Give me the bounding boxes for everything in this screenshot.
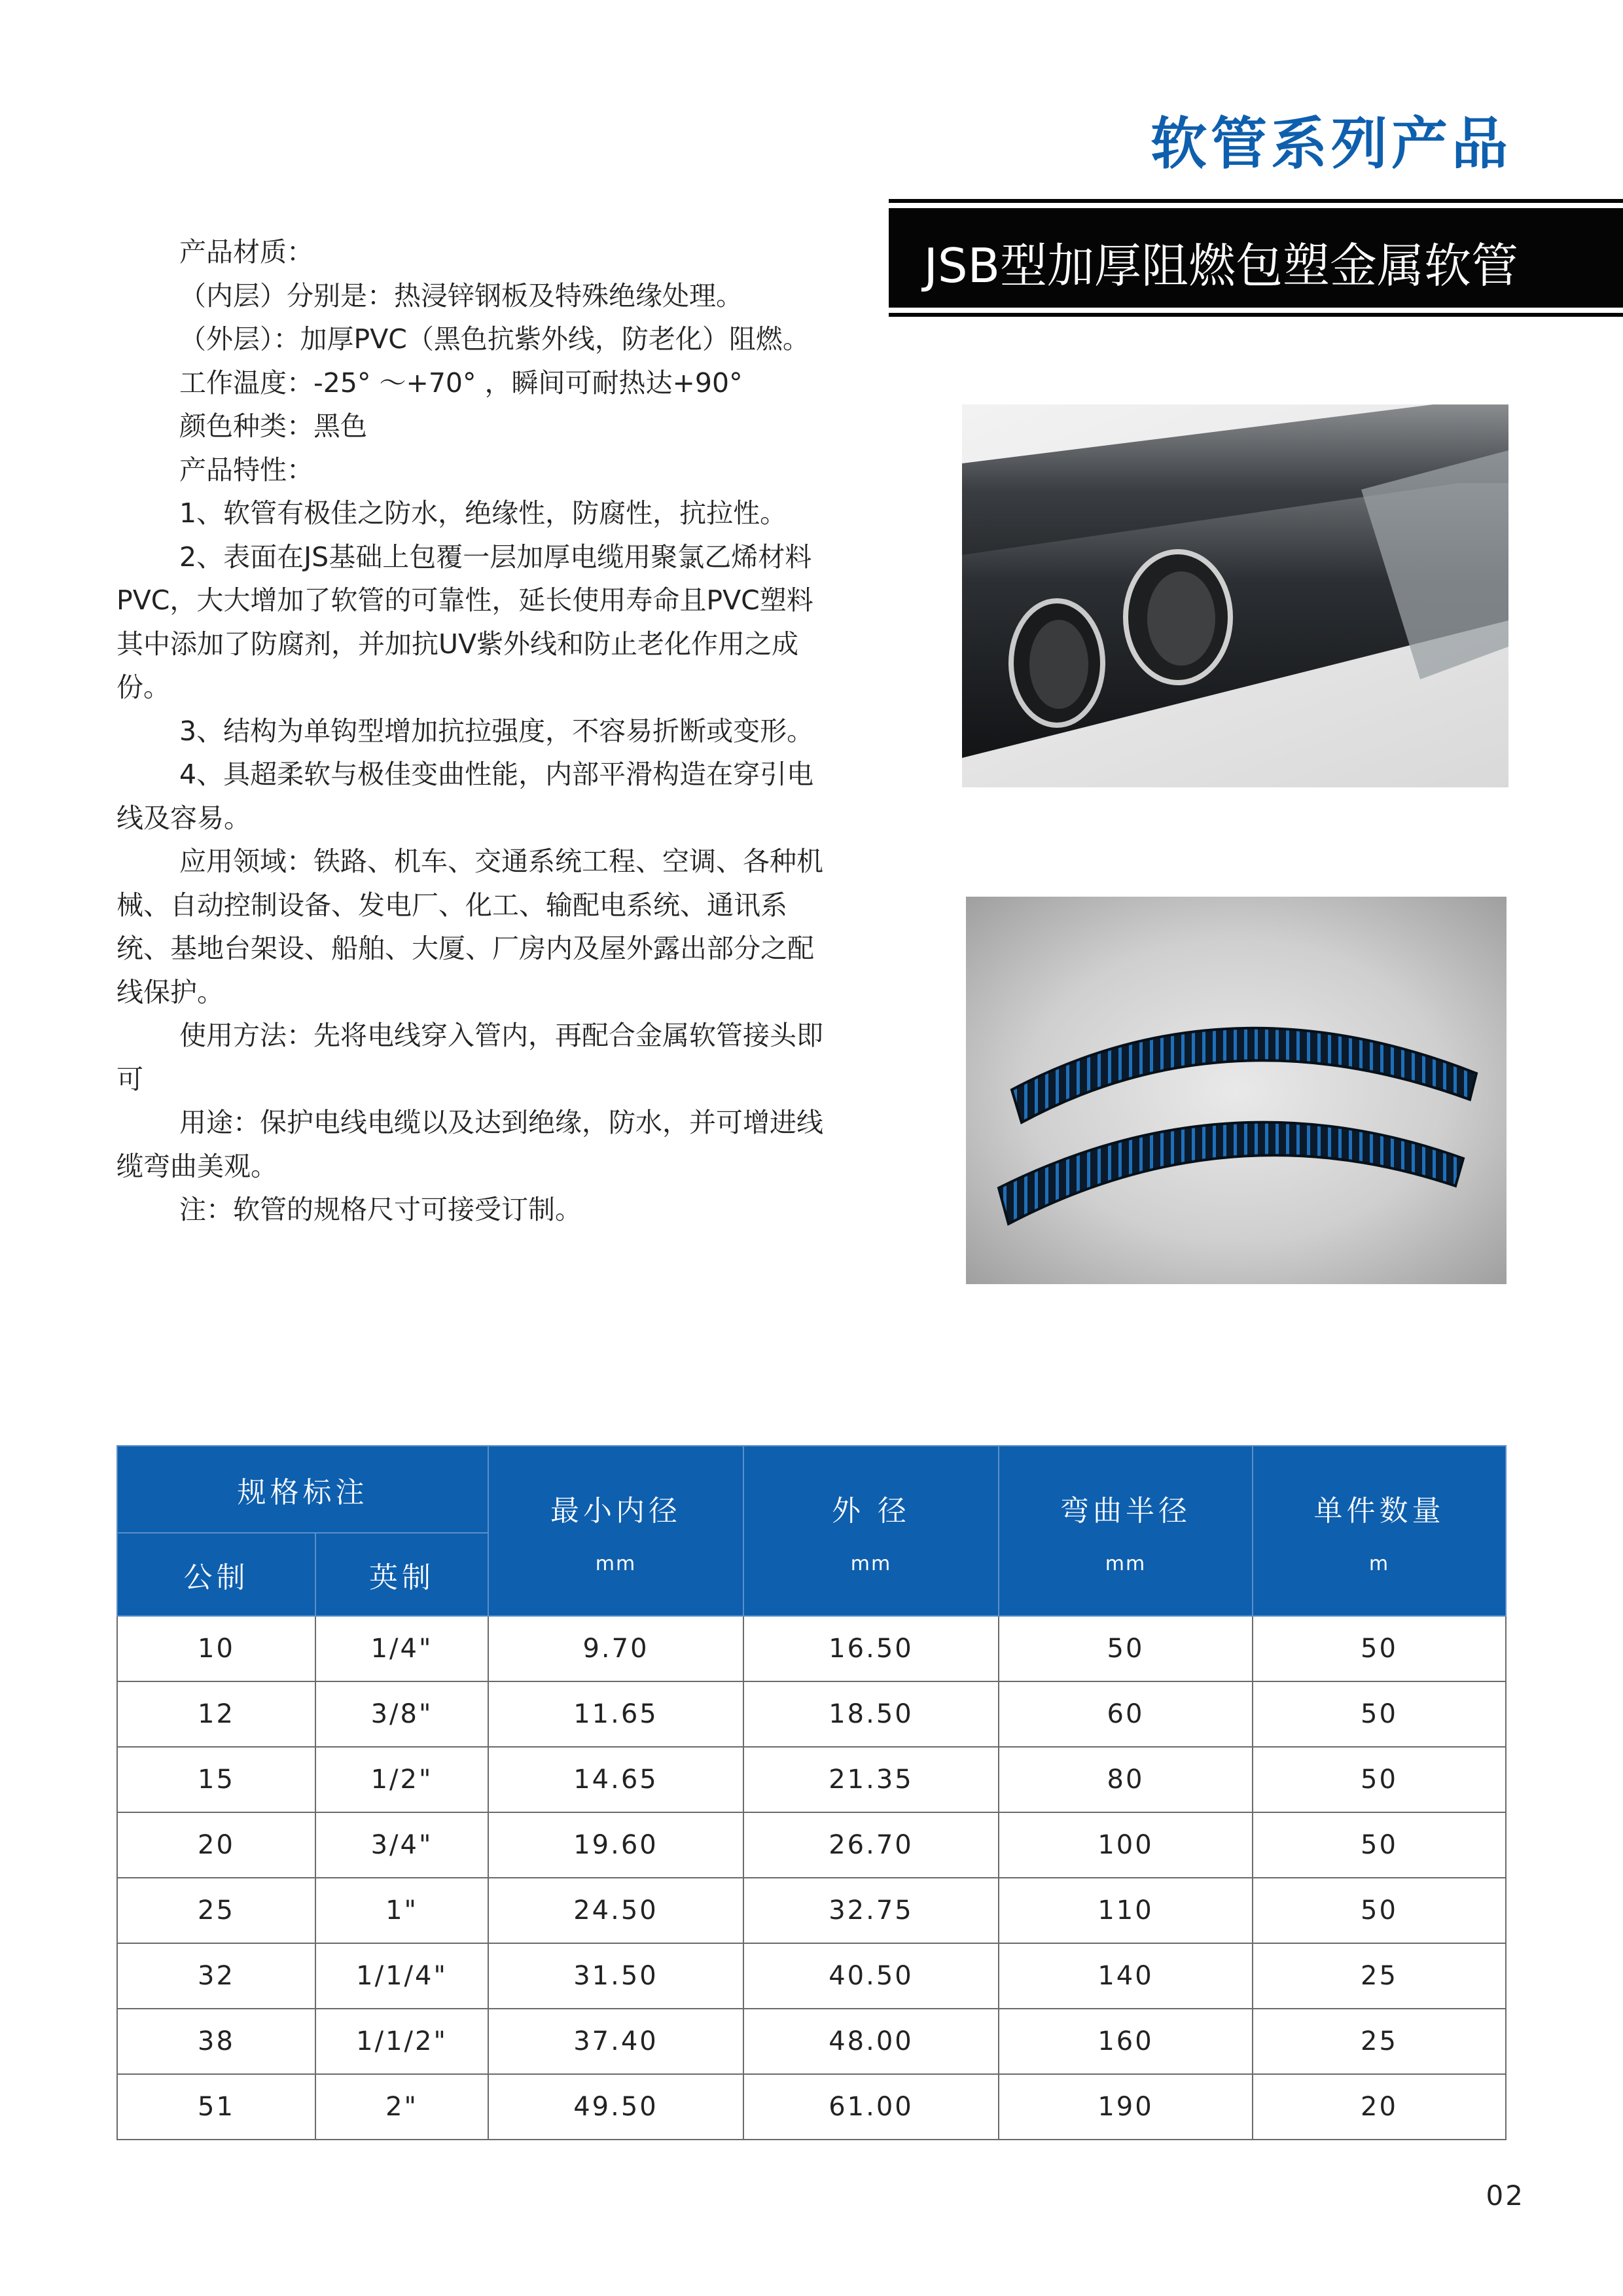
table-cell: 15 — [117, 1747, 315, 1812]
table-cell: 48.00 — [743, 2009, 999, 2074]
product-description — [116, 230, 830, 1232]
description-line: 2、表面在JS基础上包覆一层加厚电缆用聚氯乙烯材料PVC，大大增加了软管的可靠性，延长使用寿命且PVC塑料其中添加了防腐剂，并加抗UV紫外线和防止老化作用之成份。 — [116, 541, 813, 703]
table-row — [117, 2009, 1506, 2074]
table-row — [117, 1681, 1506, 1747]
table-cell: 11.65 — [488, 1681, 743, 1747]
table-cell: 21.35 — [743, 1747, 999, 1812]
description-line: 应用领域：铁路、机车、交通系统工程、空调、各种机械、自动控制设备、发电厂、化工、输配电系统、通讯系统、基地台架设、船舶、大厦、厂房内及屋外露出部分之配线保护。 — [116, 846, 823, 1008]
table-cell: 18.50 — [743, 1681, 999, 1747]
description-line: 3、结构为单钩型增加抗拉强度，不容易折断或变形。 — [179, 715, 814, 747]
description-line: 4、具超柔软与极佳变曲性能，内部平滑构造在穿引电线及容易。 — [116, 759, 814, 834]
table-cell: 1/1/2" — [315, 2009, 488, 2074]
description-line: （外层）：加厚PVC（黑色抗紫外线，防老化）阻燃。 — [179, 323, 810, 355]
table-cell: 100 — [999, 1812, 1253, 1878]
col-header-unit-quantity: 单件数量 m — [1253, 1446, 1506, 1616]
table-cell: 1" — [315, 1878, 488, 1943]
col-header-outer-diameter: 外 径 mm — [743, 1446, 999, 1616]
spec-group-header: 规格标注 — [117, 1446, 488, 1533]
table-cell: 32 — [117, 1943, 315, 2009]
description-line: 注：软管的规格尺寸可接受订制。 — [179, 1194, 582, 1225]
table-cell: 50 — [1253, 1812, 1506, 1878]
table-cell: 24.50 — [488, 1878, 743, 1943]
series-title: 软管系列产品 — [1150, 111, 1512, 177]
table-cell: 20 — [117, 1812, 315, 1878]
table-cell: 31.50 — [488, 1943, 743, 2009]
table-cell: 50 — [1253, 1616, 1506, 1681]
table-row — [117, 1812, 1506, 1878]
col-header-imperial: 英制 — [315, 1533, 488, 1616]
table-cell: 16.50 — [743, 1616, 999, 1681]
table-cell: 80 — [999, 1747, 1253, 1812]
table-cell: 61.00 — [743, 2074, 999, 2140]
table-cell: 40.50 — [743, 1943, 999, 2009]
page-number: 02 — [1486, 2179, 1525, 2212]
spec-table — [116, 1445, 1507, 2140]
product-title-bar — [889, 208, 1623, 308]
table-cell: 38 — [117, 2009, 315, 2074]
description-line: 颜色种类：黑色 — [179, 410, 367, 442]
col-header-bend-radius: 弯曲半径 mm — [999, 1446, 1253, 1616]
table-cell: 50 — [1253, 1878, 1506, 1943]
table-row — [117, 1616, 1506, 1681]
table-cell: 140 — [999, 1943, 1253, 2009]
product-photo-bent-hoses — [966, 897, 1507, 1284]
col-header-metric: 公制 — [117, 1533, 315, 1616]
table-cell: 190 — [999, 2074, 1253, 2140]
table-cell: 110 — [999, 1878, 1253, 1943]
description-line: 用途：保护电线电缆以及达到绝缘，防水，并可增进线缆弯曲美观。 — [116, 1107, 823, 1182]
table-cell: 25 — [117, 1878, 315, 1943]
table-cell: 1/2" — [315, 1747, 488, 1812]
table-cell: 25 — [1253, 2009, 1506, 2074]
table-cell: 20 — [1253, 2074, 1506, 2140]
description-line: （内层）分别是：热浸锌钢板及特殊绝缘处理。 — [179, 279, 743, 312]
table-cell: 2" — [315, 2074, 488, 2140]
table-row — [117, 2074, 1506, 2140]
table-cell: 50 — [999, 1616, 1253, 1681]
description-line: 工作温度：-25° ～+70° ，瞬间可耐热达+90° — [179, 367, 743, 399]
description-line: 产品特性： — [179, 454, 313, 486]
table-cell: 1/4" — [315, 1616, 488, 1681]
table-cell: 10 — [117, 1616, 315, 1681]
table-cell: 26.70 — [743, 1812, 999, 1878]
description-line: 1、软管有极佳之防水，绝缘性，防腐性，抗拉性。 — [179, 497, 787, 529]
table-row — [117, 1943, 1506, 2009]
description-line: 使用方法：先将电线穿入管内，再配合金属软管接头即可 — [116, 1020, 823, 1095]
product-photo-straight-hoses — [962, 404, 1508, 787]
table-cell: 50 — [1253, 1747, 1506, 1812]
table-cell: 14.65 — [488, 1747, 743, 1812]
table-cell: 60 — [999, 1681, 1253, 1747]
table-cell: 1/1/4" — [315, 1943, 488, 2009]
table-cell: 3/8" — [315, 1681, 488, 1747]
table-cell: 49.50 — [488, 2074, 743, 2140]
table-cell: 51 — [117, 2074, 315, 2140]
table-cell: 32.75 — [743, 1878, 999, 1943]
table-cell: 160 — [999, 2009, 1253, 2074]
col-header-min-inner-diameter: 最小内径 mm — [488, 1446, 743, 1616]
table-cell: 3/4" — [315, 1812, 488, 1878]
table-cell: 19.60 — [488, 1812, 743, 1878]
table-cell: 25 — [1253, 1943, 1506, 2009]
table-row — [117, 1747, 1506, 1812]
description-line: 产品材质： — [179, 236, 313, 268]
table-row — [117, 1878, 1506, 1943]
product-title: JSB型加厚阻燃包塑金属软管 — [923, 238, 1518, 293]
table-cell: 50 — [1253, 1681, 1506, 1747]
table-cell: 12 — [117, 1681, 315, 1747]
table-cell: 37.40 — [488, 2009, 743, 2074]
table-cell: 9.70 — [488, 1616, 743, 1681]
